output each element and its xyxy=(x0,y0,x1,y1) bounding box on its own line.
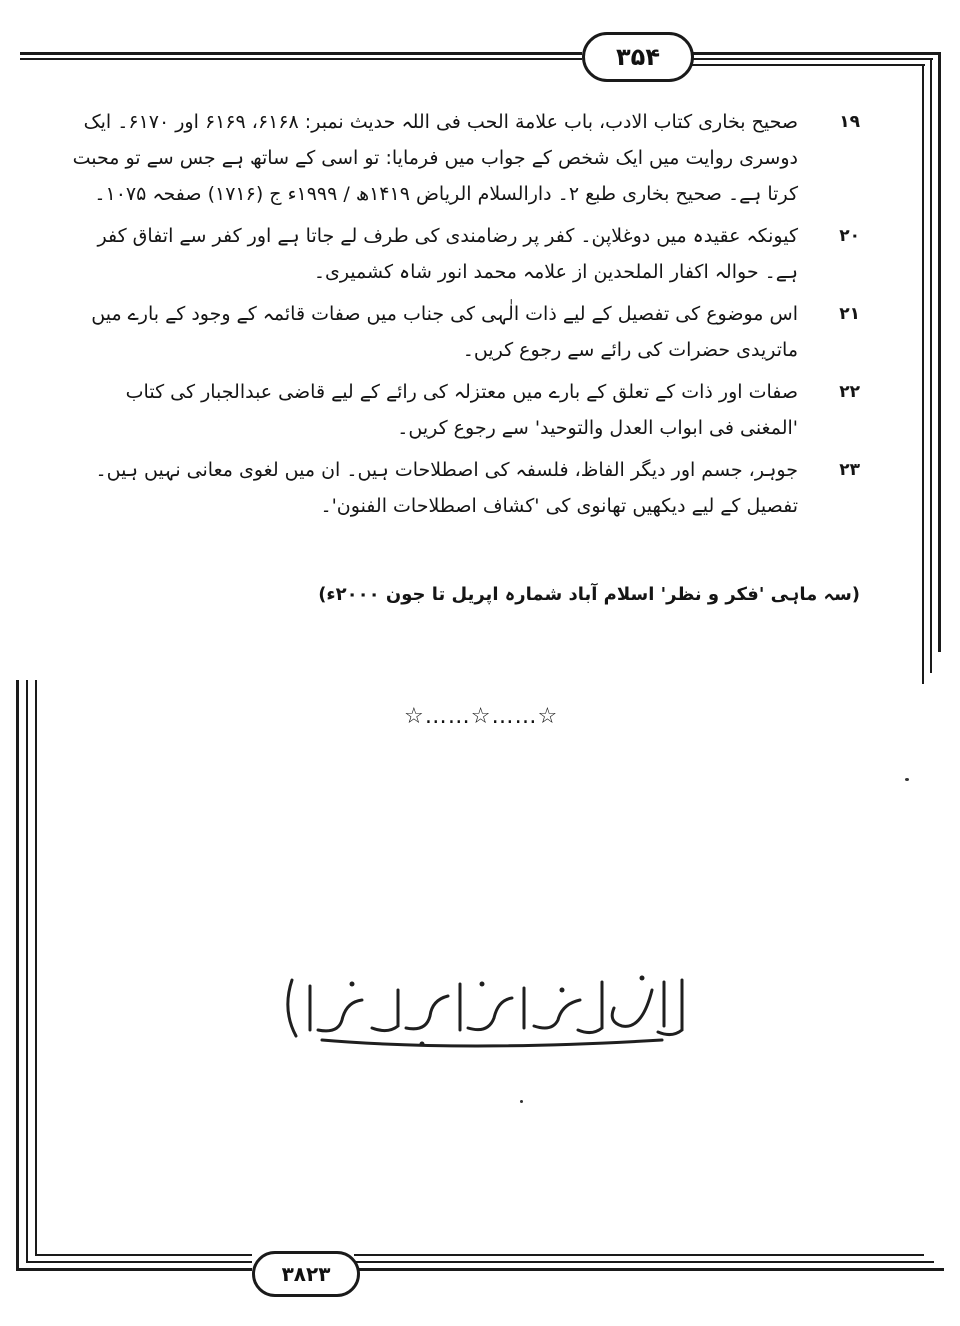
page-number-top: ۳۵۴ xyxy=(582,32,694,82)
frame-top-line-1 xyxy=(20,52,582,55)
page-number-bottom: ۳۸۲۳ xyxy=(252,1251,360,1297)
footnote-text: اس موضوع کی تفصیل کے لیے ذات الٰہی کی جناب میں صفات قائمہ کے وجود کے بارے میں ماتریدی حضرات کی رائے سے رجوع کریں۔ xyxy=(91,303,798,361)
frame-right-line-1 xyxy=(938,52,941,652)
footnote-22 xyxy=(70,374,860,446)
frame-left-line-1 xyxy=(16,680,19,1270)
frame-top-right-1 xyxy=(688,52,940,55)
frame-bottom-line-1 xyxy=(16,1268,252,1271)
footnote-21 xyxy=(70,296,860,368)
frame-bottom-right-3 xyxy=(354,1254,924,1256)
frame-top-right-2 xyxy=(688,58,933,60)
frame-right-line-2 xyxy=(930,58,932,673)
scan-speck xyxy=(905,778,909,781)
footnote-number: ۲۰ xyxy=(839,226,860,246)
footnote-number: ۲۳ xyxy=(839,460,860,480)
footnote-23 xyxy=(70,452,860,524)
footnote-text: کیونکہ عقیدہ میں دوغلاپن۔ کفر پر رضامندی کی طرف لے جاتا ہے اور کفر سے اتفاق کفر ہے۔ حوالہ اکفار الملحدین از علامہ محمد انور شاہ کشمیری۔ xyxy=(97,225,798,283)
footnote-number: ۱۹ xyxy=(839,112,860,132)
scan-speck xyxy=(520,1100,523,1103)
footnotes-list xyxy=(70,104,860,530)
footnote-number: ۲۱ xyxy=(839,304,860,324)
footnote-number: ۲۲ xyxy=(839,382,860,402)
footnote-19 xyxy=(70,104,860,212)
frame-top-right-3 xyxy=(688,64,925,66)
frame-top-line-2 xyxy=(20,58,582,60)
frame-bottom-right-2 xyxy=(354,1261,934,1263)
frame-left-line-3 xyxy=(35,680,37,1256)
footnote-text: جوہر، جسم اور دیگر الفاظ، فلسفہ کی اصطلاحات ہیں۔ ان میں لغوی معانی نہیں ہیں۔ تفصیل کے لیے دیکھیں تھانوی کی 'کشاف اصطلاحات الفنون'۔ xyxy=(95,459,798,517)
footnote-20 xyxy=(70,218,860,290)
source-citation: (سہ ماہی 'فکر و نظر' اسلام آباد شمارہ اپریل تا جون ۲۰۰۰ء) xyxy=(318,584,860,605)
calligraphy-logo xyxy=(262,960,708,1060)
frame-bottom-right-1 xyxy=(354,1268,944,1271)
footnote-text: صفات اور ذات کے تعلق کے بارے میں معتزلہ کی رائے کے لیے قاضی عبدالجبار کی کتاب 'المغنی فی ابواب العدل والتوحید' سے رجوع کریں۔ xyxy=(125,381,798,439)
frame-right-line-3 xyxy=(922,64,924,684)
frame-left-line-2 xyxy=(26,680,28,1263)
frame-bottom-line-2 xyxy=(26,1261,252,1263)
frame-bottom-line-3 xyxy=(35,1254,252,1256)
footnote-text: صحیح بخاری کتاب الادب، باب علامة الحب فی اللہ حدیث نمبر: ۶۱۶۸، ۶۱۶۹ اور ۶۱۷۰۔ ایک دوسری روایت میں ایک شخص کے جواب میں فرمایا: تو اسی کے ساتھ ہے جس سے تو محبت کرتا ہے۔ صحیح بخاری طبع ۲۔ دارالسلام الریاض ۱۴۱۹ھ / ۱۹۹۹ء ج (۱۷۱۶) صفحہ ۱۰۷۵۔ xyxy=(72,111,798,205)
star-separator: ☆……☆……☆ xyxy=(404,704,559,729)
